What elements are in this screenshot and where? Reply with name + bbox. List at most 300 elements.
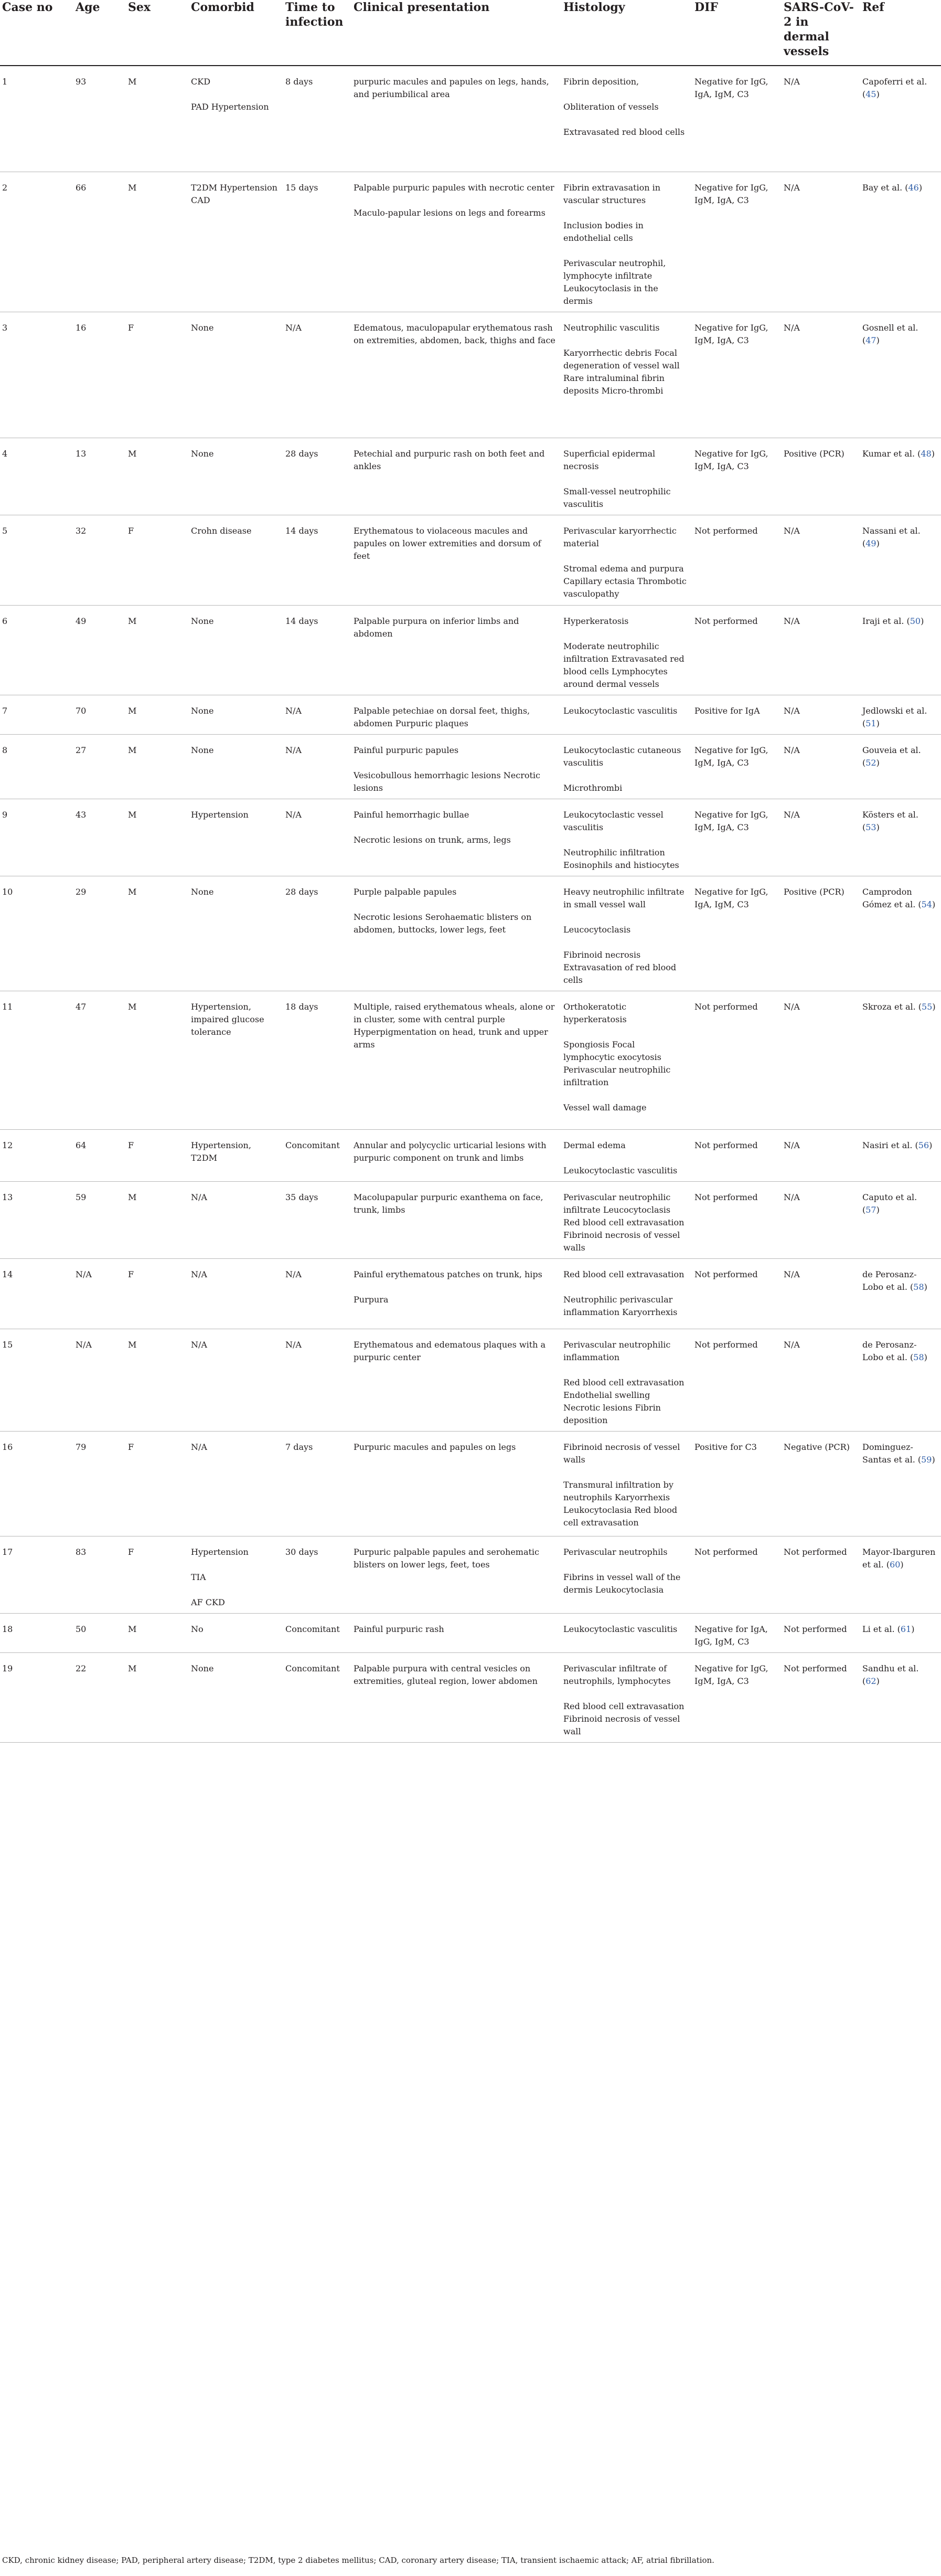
histology-cell: [561, 1258, 692, 1329]
ref-cell: Capoferri et al. (45): [862, 77, 927, 99]
sars-cov-2-cell: N/A: [784, 77, 800, 87]
age-cell: 83: [76, 1546, 87, 1557]
clinical-presentation-cell: [351, 1129, 561, 1181]
clinical-presentation-cell: [351, 1536, 561, 1613]
sars-cov-2-cell: N/A: [784, 1269, 800, 1279]
table-body: [0, 66, 941, 1742]
clinical-presentation-cell-line: purpuric macules and papules on legs, hands, and periumbilical area: [354, 77, 549, 99]
sars-cov-2-cell: Positive (PCR): [784, 886, 844, 897]
histology-cell-line: Spongiosis Focal lymphocytic exocytosis Perivascular neutrophilic infiltration: [563, 1039, 671, 1087]
case-no-cell: 9: [2, 809, 8, 820]
ref-link[interactable]: 48: [921, 448, 932, 459]
column-header-dif: DIF: [694, 1, 718, 14]
time-to-infection-cell: N/A: [285, 1269, 302, 1279]
comorbid-cell-line: No: [191, 1624, 204, 1634]
time-to-infection-cell: 7 days: [285, 1441, 313, 1452]
histology-cell: [561, 695, 692, 734]
comorbid-cell-line: N/A: [191, 1339, 207, 1350]
clinical-presentation-cell-line: Vesicobullous hemorrhagic lesions Necrotic lesions: [354, 770, 540, 793]
histology-cell-line: Leukocytoclastic cutaneous vasculitis: [563, 745, 681, 768]
clinical-presentation-cell: [351, 66, 561, 172]
table-row: [0, 1129, 941, 1181]
clinical-presentation-cell-line: Necrotic lesions Serohaematic blisters on abdomen, buttocks, lower legs, feet: [354, 911, 532, 935]
age-cell: 32: [76, 525, 87, 536]
ref-cell: Gouveia et al. (52): [862, 745, 921, 768]
time-to-infection-cell: N/A: [285, 745, 302, 755]
age-cell: 29: [76, 886, 87, 897]
ref-cell: Caputo et al. (57): [862, 1192, 917, 1215]
comorbid-cell: [189, 1613, 283, 1652]
comorbid-cell: [189, 991, 283, 1129]
table-footnote: CKD, chronic kidney disease; PAD, peripheral artery disease; T2DM, type 2 diabetes mellitus; CAD, coronary artery disease; TIA, transient ischaemic attack; AF, atrial fibrillation.: [2, 2556, 714, 2565]
comorbid-cell-line: N/A: [191, 1192, 207, 1202]
time-to-infection-cell: 30 days: [285, 1546, 318, 1557]
ref-author: Dominguez-Santas et al.: [862, 1441, 915, 1465]
sars-cov-2-cell: Negative (PCR): [784, 1441, 850, 1452]
clinical-presentation-cell: [351, 1431, 561, 1536]
ref-link[interactable]: 53: [865, 822, 876, 832]
comorbid-cell-line: CKD: [191, 77, 211, 87]
case-no-cell: 15: [2, 1339, 13, 1350]
ref-cell: Kösters et al. (53): [862, 809, 918, 832]
histology-cell: [561, 515, 692, 605]
clinical-presentation-cell-line: Purpuric macules and papules on legs: [354, 1441, 516, 1452]
comorbid-cell: [189, 515, 283, 605]
clinical-presentation-cell: [351, 312, 561, 438]
clinical-presentation-cell: [351, 1329, 561, 1431]
case-no-cell: 1: [2, 77, 8, 87]
case-no-cell: 16: [2, 1441, 13, 1452]
clinical-presentation-cell-line: Painful purpuric papules: [354, 745, 459, 755]
sars-cov-2-cell: N/A: [784, 1339, 800, 1350]
clinical-presentation-cell-line: Edematous, maculopapular erythematous rash on extremities, abdomen, back, thighs and face: [354, 322, 555, 345]
histology-cell-line: Red blood cell extravasation Fibrinoid necrosis of vessel wall: [563, 1701, 685, 1736]
ref-author: de Perosanz-Lobo et al.: [862, 1339, 917, 1362]
column-header-histology: Histology: [563, 1, 625, 14]
sars-cov-2-cell: Not performed: [784, 1624, 847, 1634]
table-row: [0, 799, 941, 876]
histology-cell: [561, 66, 692, 172]
histology-cell: [561, 172, 692, 312]
sars-cov-2-cell: N/A: [784, 705, 800, 716]
sars-cov-2-cell: N/A: [784, 182, 800, 193]
histology-cell-line: Leukocytoclastic vasculitis: [563, 1165, 678, 1175]
histology-cell: [561, 312, 692, 438]
column-header-ref: Ref: [862, 1, 884, 14]
ref-author: Mayor-Ibarguren et al.: [862, 1546, 936, 1570]
ref-cell: Dominguez-Santas et al. (59): [862, 1441, 935, 1465]
histology-cell-line: Fibrins in vessel wall of the dermis Leukocytoclasia: [563, 1572, 681, 1595]
comorbid-cell: [189, 1431, 283, 1536]
ref-cell: Camprodon Gómez et al. (54): [862, 886, 936, 909]
case-no-cell: 11: [2, 1001, 13, 1012]
comorbid-cell: [189, 695, 283, 734]
time-to-infection-cell: N/A: [285, 322, 302, 333]
clinical-presentation-cell: [351, 1652, 561, 1742]
age-cell: 59: [76, 1192, 87, 1202]
table-row: [0, 172, 941, 312]
ref-link[interactable]: 62: [865, 1676, 876, 1686]
sex-cell: M: [128, 182, 137, 193]
histology-cell-line: Superficial epidermal necrosis: [563, 448, 656, 471]
ref-link[interactable]: 46: [908, 182, 919, 193]
histology-cell: [561, 1181, 692, 1258]
histology-cell: [561, 1329, 692, 1431]
histology-cell-line: Dermal edema: [563, 1140, 626, 1150]
comorbid-cell: [189, 1652, 283, 1742]
histology-cell-line: Extravasated red blood cells: [563, 127, 685, 137]
histology-cell-line: Neutrophilic vasculitis: [563, 322, 660, 333]
histology-cell: [561, 438, 692, 515]
clinical-presentation-cell: [351, 799, 561, 876]
case-no-cell: 8: [2, 745, 8, 755]
histology-cell-line: Fibrinoid necrosis Extravasation of red blood cells: [563, 949, 677, 985]
ref-link[interactable]: 51: [865, 718, 876, 728]
histology-cell: [561, 1129, 692, 1181]
comorbid-cell-line: None: [191, 705, 214, 716]
ref-author: Gouveia et al.: [862, 745, 921, 755]
comorbid-cell-line: None: [191, 886, 214, 897]
ref-cell: Bay et al. (46): [862, 182, 923, 193]
ref-link[interactable]: 47: [865, 335, 876, 345]
dif-cell: Not performed: [694, 525, 758, 536]
comorbid-cell-line: None: [191, 322, 214, 333]
clinical-presentation-cell: [351, 515, 561, 605]
ref-cell: Li et al. (61): [862, 1624, 915, 1634]
ref-cell: Skroza et al. (55): [862, 1001, 936, 1012]
comorbid-cell: [189, 66, 283, 172]
histology-cell: [561, 605, 692, 695]
dif-cell: Not performed: [694, 1140, 758, 1150]
histology-cell-line: Neutrophilic infiltration Eosinophils and histiocytes: [563, 847, 679, 870]
comorbid-cell: [189, 1536, 283, 1613]
sars-cov-2-cell: N/A: [784, 525, 800, 536]
time-to-infection-cell: 8 days: [285, 77, 313, 87]
ref-cell: Jedlowski et al. (51): [862, 705, 927, 728]
comorbid-cell-line: Crohn disease: [191, 525, 252, 536]
histology-cell-line: Inclusion bodies in endothelial cells: [563, 220, 644, 243]
comorbid-cell-line: Hypertension: [191, 1546, 249, 1557]
ref-author: Kumar et al.: [862, 448, 915, 459]
dif-cell: Not performed: [694, 616, 758, 626]
histology-cell-line: Orthokeratotic hyperkeratosis: [563, 1001, 627, 1024]
ref-cell: Nasiri et al. (56): [862, 1140, 933, 1150]
dif-cell: Positive for IgA: [694, 705, 760, 716]
ref-author: Nasiri et al.: [862, 1140, 913, 1150]
clinical-presentation-cell-line: Palpable petechiae on dorsal feet, thighs, abdomen Purpuric plaques: [354, 705, 530, 728]
sex-cell: F: [128, 1546, 134, 1557]
ref-link[interactable]: 54: [921, 899, 932, 909]
ref-author: Li et al.: [862, 1624, 895, 1634]
time-to-infection-cell: Concomitant: [285, 1624, 340, 1634]
table-row: [0, 695, 941, 734]
clinical-presentation-cell-line: Painful erythematous patches on trunk, hips: [354, 1269, 542, 1279]
ref-cell: Gosnell et al. (47): [862, 322, 918, 345]
sex-cell: M: [128, 886, 137, 897]
case-no-cell: 17: [2, 1546, 13, 1557]
histology-cell-line: Perivascular karyorrhectic material: [563, 525, 677, 548]
sex-cell: F: [128, 525, 134, 536]
ref-cell: de Perosanz-Lobo et al. (58): [862, 1269, 927, 1292]
dif-cell: Negative for IgG, IgM, IgA, C3: [694, 322, 768, 345]
ref-author: Jedlowski et al.: [862, 705, 927, 716]
dif-cell: Positive for C3: [694, 1441, 757, 1452]
table-row: [0, 991, 941, 1129]
time-to-infection-cell: N/A: [285, 809, 302, 820]
table-row: [0, 1181, 941, 1258]
ref-author: Skroza et al.: [862, 1001, 916, 1012]
age-cell: N/A: [76, 1339, 92, 1350]
histology-cell: [561, 1536, 692, 1613]
histology-cell-line: Microthrombi: [563, 782, 623, 793]
column-header-sex: Sex: [128, 1, 151, 14]
column-header-time-to-infection: Time to infection: [285, 1, 344, 29]
table-row: [0, 1613, 941, 1652]
clinical-presentation-cell-line: Petechial and purpuric rash on both feet and ankles: [354, 448, 545, 471]
ref-link[interactable]: 50: [910, 616, 921, 626]
ref-author: Caputo et al.: [862, 1192, 917, 1202]
sars-cov-2-cell: N/A: [784, 322, 800, 333]
comorbid-cell: [189, 1329, 283, 1431]
ref-link[interactable]: 58: [913, 1281, 924, 1292]
case-no-cell: 4: [2, 448, 8, 459]
histology-cell-line: Red blood cell extravasation Endothelial swelling Necrotic lesions Fibrin deposition: [563, 1377, 685, 1425]
comorbid-cell-line: None: [191, 616, 214, 626]
age-cell: 43: [76, 809, 87, 820]
histology-cell-line: Leucocytoclasis: [563, 924, 631, 935]
comorbid-cell-line: N/A: [191, 1441, 207, 1452]
histology-cell-line: Perivascular neutrophils: [563, 1546, 668, 1557]
clinical-presentation-cell: [351, 695, 561, 734]
case-no-cell: 12: [2, 1140, 13, 1150]
histology-cell-line: Karyorrhectic debris Focal degeneration of vessel wall Rare intraluminal fibrin deposits Micro-thrombi: [563, 347, 680, 396]
column-header-sars-cov-2: SARS-CoV-2 in dermal vessels: [784, 1, 854, 58]
clinical-presentation-cell-line: Purpura: [354, 1294, 389, 1305]
dif-cell: Not performed: [694, 1546, 758, 1557]
sex-cell: M: [128, 1624, 137, 1634]
ref-link[interactable]: 58: [913, 1352, 924, 1362]
comorbid-cell-line: PAD Hypertension: [191, 102, 269, 112]
clinical-presentation-cell-line: Palpable purpura with central vesicles on extremities, gluteal region, lower abdomen: [354, 1663, 538, 1686]
ref-link[interactable]: 55: [922, 1001, 933, 1012]
clinical-presentation-cell-line: Macolupapular purpuric exanthema on face, trunk, limbs: [354, 1192, 543, 1215]
clinical-presentation-cell-line: Multiple, raised erythematous wheals, alone or in cluster, some with central purple Hyperpigmentation on head, trunk and upper arms: [354, 1001, 555, 1050]
sex-cell: M: [128, 448, 137, 459]
comorbid-cell-line: T2DM Hypertension CAD: [191, 182, 277, 205]
table-row: [0, 1652, 941, 1742]
histology-cell-line: Perivascular neutrophilic inflammation: [563, 1339, 671, 1362]
clinical-presentation-cell-line: Painful hemorrhagic bullae: [354, 809, 469, 820]
histology-cell-line: Stromal edema and purpura Capillary ectasia Thrombotic vasculopathy: [563, 563, 687, 599]
histology-cell-line: Moderate neutrophilic infiltration Extravasated red blood cells Lymphocytes around dermal vessels: [563, 641, 685, 689]
ref-cell: Nassani et al. (49): [862, 525, 921, 548]
sars-cov-2-cell: N/A: [784, 616, 800, 626]
comorbid-cell: [189, 734, 283, 799]
age-cell: 49: [76, 616, 87, 626]
comorbid-cell: [189, 876, 283, 991]
sars-cov-2-cell: N/A: [784, 1140, 800, 1150]
clinical-presentation-cell: [351, 605, 561, 695]
time-to-infection-cell: Concomitant: [285, 1140, 340, 1150]
ref-link[interactable]: 49: [865, 538, 876, 548]
ref-author: Camprodon Gómez et al.: [862, 886, 916, 909]
case-no-cell: 13: [2, 1192, 13, 1202]
histology-cell-line: Obliteration of vessels: [563, 102, 659, 112]
histology-cell-line: Fibrin deposition,: [563, 77, 639, 87]
clinical-presentation-cell-line: Necrotic lesions on trunk, arms, legs: [354, 834, 511, 845]
dif-cell: Negative for IgG, IgM, IgA, C3: [694, 448, 768, 471]
ref-cell: Sandhu et al. (62): [862, 1663, 919, 1686]
histology-cell-line: Transmural infiltration by neutrophils Karyorrhexis Leukocytoclasia Red blood cell extravasation: [563, 1479, 678, 1528]
table-row: [0, 1258, 941, 1329]
dif-cell: Not performed: [694, 1339, 758, 1350]
sars-cov-2-cell: N/A: [784, 745, 800, 755]
comorbid-cell: [189, 1258, 283, 1329]
ref-author: de Perosanz-Lobo et al.: [862, 1269, 917, 1292]
histology-cell-line: Fibrin extravasation in vascular structures: [563, 182, 661, 205]
ref-author: Sandhu et al.: [862, 1663, 919, 1673]
sex-cell: F: [128, 1441, 134, 1452]
case-no-cell: 2: [2, 182, 8, 193]
histology-cell: [561, 876, 692, 991]
clinical-presentation-cell-line: Erythematous to violaceous macules and papules on lower extremities and dorsum of feet: [354, 525, 541, 561]
comorbid-cell-line: AF CKD: [191, 1597, 225, 1607]
table-row: [0, 66, 941, 172]
ref-cell: de Perosanz-Lobo et al. (58): [862, 1339, 927, 1362]
clinical-presentation-cell-line: Palpable purpuric papules with necrotic center: [354, 182, 554, 193]
clinical-presentation-cell-line: Painful purpuric rash: [354, 1624, 444, 1634]
sars-cov-2-cell: N/A: [784, 1192, 800, 1202]
clinical-presentation-cell: [351, 734, 561, 799]
time-to-infection-cell: 14 days: [285, 616, 318, 626]
clinical-presentation-cell-line: Palpable purpura on inferior limbs and abdomen: [354, 616, 519, 639]
ref-link[interactable]: 56: [918, 1140, 929, 1150]
ref-link[interactable]: 60: [890, 1559, 901, 1570]
ref-cell: Mayor-Ibarguren et al. (60): [862, 1546, 936, 1570]
ref-author: Bay et al.: [862, 182, 903, 193]
clinical-presentation-cell: [351, 991, 561, 1129]
time-to-infection-cell: 14 days: [285, 525, 318, 536]
comorbid-cell-line: Hypertension, T2DM: [191, 1140, 251, 1163]
age-cell: N/A: [76, 1269, 92, 1279]
ref-author: Nassani et al.: [862, 525, 921, 536]
ref-link[interactable]: 45: [865, 89, 876, 99]
sex-cell: M: [128, 1663, 137, 1673]
dif-cell: Not performed: [694, 1269, 758, 1279]
column-header-case-no: Case no: [2, 1, 53, 14]
histology-cell-line: Neutrophilic perivascular inflammation Karyorrhexis: [563, 1294, 678, 1317]
age-cell: 27: [76, 745, 87, 755]
comorbid-cell: [189, 1129, 283, 1181]
histology-cell: [561, 991, 692, 1129]
histology-cell: [561, 734, 692, 799]
header-row: [0, 0, 941, 66]
clinical-presentation-cell: [351, 172, 561, 312]
age-cell: 70: [76, 705, 87, 716]
dif-cell: Negative for IgA, IgG, IgM, C3: [694, 1624, 768, 1647]
sars-cov-2-cell: N/A: [784, 809, 800, 820]
ref-author: Kösters et al.: [862, 809, 918, 820]
sex-cell: F: [128, 322, 134, 333]
histology-cell-line: Leukocytoclastic vessel vasculitis: [563, 809, 664, 832]
histology-cell: [561, 1613, 692, 1652]
age-cell: 13: [76, 448, 87, 459]
histology-cell: [561, 799, 692, 876]
time-to-infection-cell: Concomitant: [285, 1663, 340, 1673]
dif-cell: Negative for IgG, IgM, IgA, C3: [694, 809, 768, 832]
case-no-cell: 10: [2, 886, 13, 897]
histology-cell-line: Perivascular infiltrate of neutrophils, lymphocytes: [563, 1663, 671, 1686]
comorbid-cell: [189, 438, 283, 515]
comorbid-cell-line: None: [191, 448, 214, 459]
clinical-presentation-cell-line: Annular and polycyclic urticarial lesions with purpuric component on trunk and limbs: [354, 1140, 547, 1163]
clinical-presentation-cell-line: Purpuric palpable papules and serohematic blisters on lower legs, feet, toes: [354, 1546, 540, 1570]
time-to-infection-cell: 18 days: [285, 1001, 318, 1012]
table-row: [0, 605, 941, 695]
comorbid-cell: [189, 172, 283, 312]
sex-cell: F: [128, 1269, 134, 1279]
sars-cov-2-cell: Not performed: [784, 1546, 847, 1557]
ref-link[interactable]: 52: [865, 757, 876, 768]
comorbid-cell-line: Hypertension, impaired glucose tolerance: [191, 1001, 264, 1037]
comorbid-cell: [189, 1181, 283, 1258]
clinical-presentation-cell: [351, 1258, 561, 1329]
case-no-cell: 19: [2, 1663, 13, 1673]
histology-cell-line: Vessel wall damage: [563, 1102, 647, 1112]
ref-author: Iraji et al.: [862, 616, 904, 626]
ref-link[interactable]: 59: [921, 1454, 932, 1465]
age-cell: 50: [76, 1624, 87, 1634]
comorbid-cell: [189, 605, 283, 695]
clinical-presentation-cell-line: Purple palpable papules: [354, 886, 457, 897]
case-no-cell: 5: [2, 525, 8, 536]
time-to-infection-cell: 28 days: [285, 448, 318, 459]
sex-cell: M: [128, 745, 137, 755]
ref-link[interactable]: 61: [900, 1624, 912, 1634]
histology-cell-line: Fibrinoid necrosis of vessel walls: [563, 1441, 680, 1465]
age-cell: 47: [76, 1001, 87, 1012]
table-row: [0, 1536, 941, 1613]
column-header-age: Age: [76, 1, 100, 14]
column-header-clinical-presentation: Clinical presentation: [354, 1, 490, 14]
ref-link[interactable]: 57: [865, 1204, 876, 1215]
histology-cell-line: Heavy neutrophilic infiltrate in small vessel wall: [563, 886, 685, 909]
comorbid-cell-line: N/A: [191, 1269, 207, 1279]
histology-cell-line: Leukocytoclastic vasculitis: [563, 705, 678, 716]
table-row: [0, 438, 941, 515]
time-to-infection-cell: N/A: [285, 705, 302, 716]
column-header-comorbid: Comorbid: [191, 1, 254, 14]
time-to-infection-cell: N/A: [285, 1339, 302, 1350]
table-row: [0, 312, 941, 438]
comorbid-cell-line: Hypertension: [191, 809, 249, 820]
case-no-cell: 7: [2, 705, 8, 716]
case-no-cell: 3: [2, 322, 8, 333]
ref-cell: Kumar et al. (48): [862, 448, 935, 459]
age-cell: 64: [76, 1140, 87, 1150]
age-cell: 22: [76, 1663, 87, 1673]
clinical-presentation-cell: [351, 1181, 561, 1258]
sex-cell: M: [128, 1339, 137, 1350]
ref-author: Capoferri et al.: [862, 77, 927, 87]
comorbid-cell: [189, 312, 283, 438]
sex-cell: M: [128, 809, 137, 820]
table-row: [0, 515, 941, 605]
age-cell: 66: [76, 182, 87, 193]
table-header: [0, 0, 941, 66]
dif-cell: Negative for IgG, IgM, IgA, C3: [694, 1663, 768, 1686]
ref-cell: Iraji et al. (50): [862, 616, 924, 626]
